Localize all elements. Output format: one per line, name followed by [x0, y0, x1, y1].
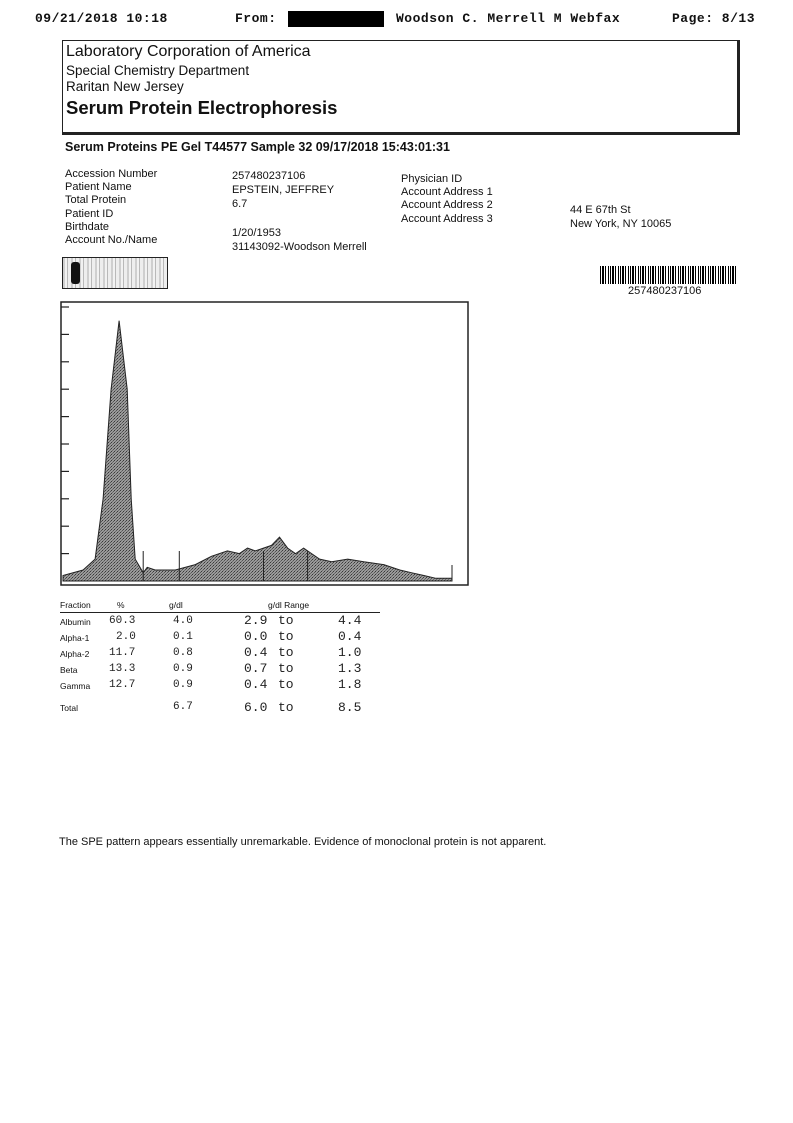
report-title: Serum Protein Electrophoresis: [66, 97, 338, 118]
fax-sender: Woodson C. Merrell M Webfax: [396, 11, 621, 26]
total-low: 6.0: [244, 700, 268, 715]
table-row-high: 4.4: [338, 613, 362, 628]
table-row-percent: 13.3: [109, 663, 136, 675]
redacted-sender-box: [288, 11, 384, 27]
barcode: [600, 266, 736, 284]
table-row-percent: 11.7: [109, 647, 136, 659]
lab-name: Laboratory Corporation of America: [66, 43, 311, 60]
label-account: Account No./Name: [65, 234, 158, 247]
table-row-gdl: 0.1: [173, 631, 193, 643]
gel-strip-image: [62, 257, 168, 289]
lab-location: Raritan New Jersey: [66, 79, 184, 94]
table-row-high: 1.8: [338, 677, 362, 692]
table-row-gdl: 0.8: [173, 647, 193, 659]
value-patient-name: EPSTEIN, JEFFREY: [232, 184, 335, 196]
table-row-to: to: [278, 661, 294, 676]
value-account: 31143092-Woodson Merrell: [232, 241, 367, 253]
label-birthdate: Birthdate: [65, 220, 110, 233]
value-address-2: 44 E 67th St: [570, 204, 631, 216]
table-row-low: 0.4: [244, 677, 268, 692]
value-address-3: New York, NY 10065: [570, 218, 672, 230]
table-row-low: 2.9: [244, 613, 268, 628]
header-gdl: g/dl: [169, 600, 183, 610]
value-accession: 257480237106: [232, 170, 306, 182]
label-address-3: Account Address 3: [401, 212, 493, 225]
label-physician-id: Physician ID: [401, 173, 463, 185]
fax-page: Page: 8/13: [672, 11, 756, 26]
table-row-to: to: [278, 629, 294, 644]
label-accession: Accession Number: [65, 168, 158, 180]
table-row-percent: 12.7: [109, 679, 136, 691]
header-rule: [60, 612, 380, 613]
table-row-to: to: [278, 645, 294, 660]
header-fraction: Fraction: [60, 600, 91, 610]
table-row-percent: 60.3: [109, 615, 136, 627]
barcode-number: 257480237106: [628, 285, 702, 297]
table-row-fraction: Alpha-1: [60, 633, 90, 643]
value-total-protein: 6.7: [232, 198, 248, 210]
table-row-fraction: Beta: [60, 665, 78, 675]
table-row-to: to: [278, 613, 294, 628]
sample-line: Serum Proteins PE Gel T44577 Sample 32 09/17/2018 15:43:01:31: [65, 140, 450, 154]
label-total-protein: Total Protein: [65, 194, 127, 207]
total-to: to: [278, 700, 294, 715]
fax-from-label: From:: [235, 11, 277, 26]
table-row-fraction: Alpha-2: [60, 649, 90, 659]
table-row-fraction: Gamma: [60, 681, 91, 691]
table-row-gdl: 4.0: [173, 615, 193, 627]
table-row-to: to: [278, 677, 294, 692]
table-row-high: 1.0: [338, 645, 362, 660]
physician-labels: [401, 173, 493, 226]
table-row-low: 0.7: [244, 661, 268, 676]
table-row-high: 0.4: [338, 629, 362, 644]
lab-department: Special Chemistry Department: [66, 63, 250, 78]
table-row-high: 1.3: [338, 661, 362, 676]
table-row-gdl: 0.9: [173, 663, 193, 675]
label-address-2: Account Address 2: [401, 199, 493, 212]
table-row-gdl: 0.9: [173, 679, 193, 691]
label-patient-id: Patient ID: [65, 207, 114, 220]
label-patient-name: Patient Name: [65, 181, 132, 194]
table-row-percent: 2.0: [116, 631, 136, 643]
lab-header-box: [62, 40, 740, 135]
fax-timestamp: 09/21/2018 10:18: [35, 11, 168, 26]
header-range: g/dl Range: [268, 600, 310, 610]
total-high: 8.5: [338, 700, 362, 715]
label-address-1: Account Address 1: [401, 186, 493, 199]
table-row-low: 0.0: [244, 629, 268, 644]
gel-albumin-band: [71, 262, 80, 284]
header-percent: %: [117, 600, 125, 610]
value-birthdate: 1/20/1953: [232, 227, 281, 239]
total-gdl: 6.7: [173, 701, 193, 713]
interpretation-text: The SPE pattern appears essentially unremarkable. Evidence of monoclonal protein is not apparent.: [59, 836, 547, 848]
total-label: Total: [60, 703, 78, 713]
electrophoresis-chart: [60, 301, 470, 587]
table-row-fraction: Albumin: [60, 617, 91, 627]
table-row-low: 0.4: [244, 645, 268, 660]
patient-labels: [65, 168, 157, 247]
